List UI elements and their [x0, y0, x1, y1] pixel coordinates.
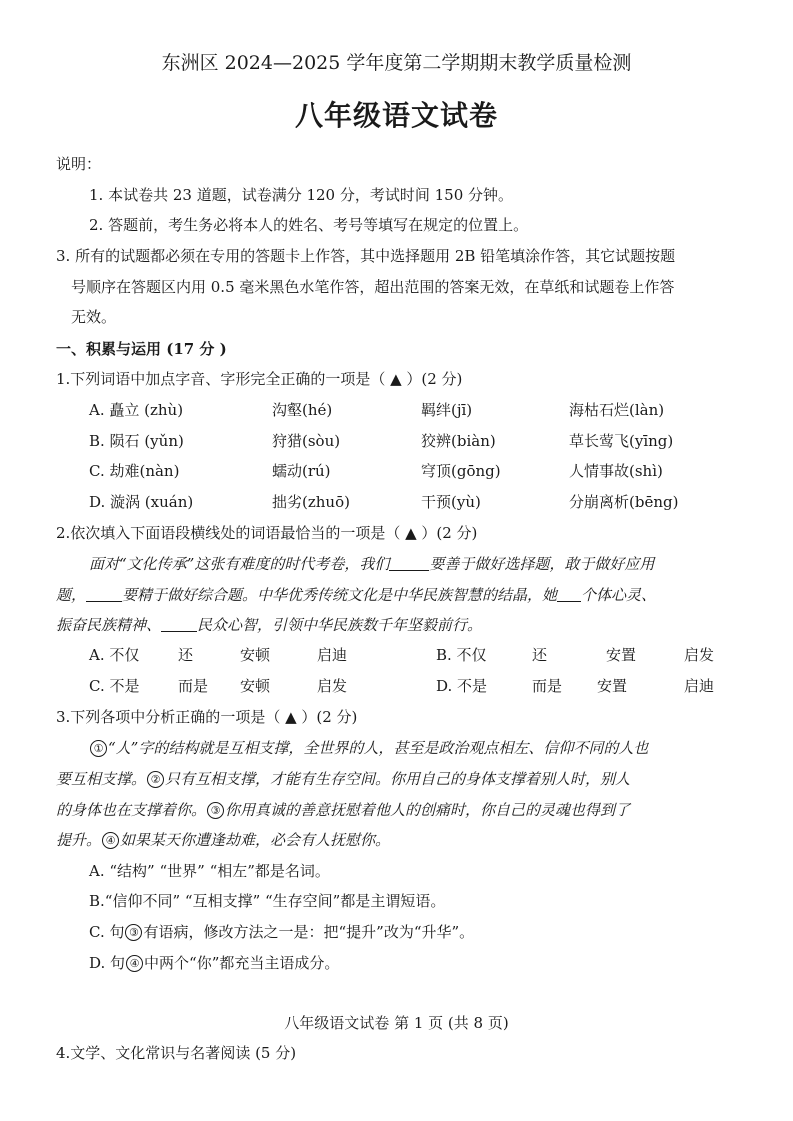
- q2-option-a-2: 还: [178, 646, 194, 664]
- q1-option-a-2: 沟壑(hé): [272, 401, 333, 419]
- q2-blank-4: [161, 617, 197, 632]
- q2-text: 要善于做好选择题，敢于做好应用: [429, 555, 655, 573]
- q2-blank-1: [389, 556, 429, 571]
- q3-text: 要互相支撑。: [56, 770, 147, 788]
- q2-option-a-3: 安顿: [240, 646, 271, 664]
- q3-passage-line-4: [56, 829, 390, 850]
- q2-option-d-4: 启迪: [684, 677, 715, 695]
- q1-option-d-4: 分崩离析(bēng): [569, 493, 679, 511]
- note-3-line-1: 3. 所有的试题都必须在专用的答题卡上作答，其中选择题用 2B 铅笔填涂作答，其它试题按题: [56, 247, 676, 265]
- q1-option-d-1: D. 漩涡 (xuán): [89, 493, 194, 511]
- q3-option-c: [89, 921, 474, 942]
- q2-passage-line-2: [56, 584, 656, 605]
- question-2-stem: 2.依次填入下面语段横线处的词语最恰当的一项是（ ▲ ）(2 分): [56, 524, 478, 542]
- q1-option-b-3: 狡辨(biàn): [421, 432, 496, 450]
- exam-subtitle: 八年级语文试卷: [294, 99, 498, 132]
- q2-blank-3: [557, 587, 581, 602]
- circled-number-1: ①: [90, 740, 107, 757]
- q2-option-c-2: 而是: [178, 677, 209, 695]
- circled-number-4: ④: [126, 955, 143, 972]
- q1-option-c-1: C. 劫难(nàn): [89, 462, 180, 480]
- exam-header-title: 东洲区 2024—2025 学年度第二学期期末教学质量检测: [161, 52, 632, 74]
- circled-number-4: ④: [102, 832, 119, 849]
- q1-option-a-4: 海枯石烂(làn): [569, 401, 665, 419]
- q3-passage-line-2: [56, 768, 630, 789]
- q2-option-b-4: 启发: [684, 646, 715, 664]
- q1-option-a-3: 羁绊(jī): [421, 401, 473, 419]
- q3-option-b: B.“信仰不同” “互相支撑” “生存空间”都是主谓短语。: [89, 892, 446, 910]
- circled-number-2: ②: [147, 771, 164, 788]
- q3-text: 的身体也在支撑着你。: [56, 801, 207, 819]
- q3-text: 你用真诚的善意抚慰着他人的创痛时，你自己的灵魂也得到了: [225, 801, 631, 819]
- q2-blank-2: [86, 587, 122, 602]
- q3-text: “人”字的结构就是互相支撑，全世界的人，甚至是政治观点相左、信仰不同的人也: [108, 739, 649, 757]
- q2-text: 民众心智，引领中华民族数千年坚毅前行。: [197, 616, 483, 634]
- q3-text: 如果某天你遭逢劫难，必会有人抚慰你。: [120, 831, 391, 849]
- q3-option-a: A. “结构” “世界” “相左”都是名词。: [89, 862, 330, 880]
- question-4-stem: 4.文学、文化常识与名著阅读 (5 分): [56, 1044, 297, 1062]
- question-3-stem: 3.下列各项中分析正确的一项是（ ▲ ）(2 分): [56, 708, 358, 726]
- q1-option-b-4: 草长莺飞(yīng): [569, 432, 674, 450]
- q3-option-d-text: 中两个“你”都充当主语成分。: [144, 954, 340, 972]
- q3-text: 提升。: [56, 831, 102, 849]
- note-2: 2. 答题前，考生务必将本人的姓名、考号等填写在规定的位置上。: [89, 216, 529, 234]
- q3-option-d: [89, 952, 339, 973]
- q1-option-d-3: 干预(yù): [421, 493, 481, 511]
- q3-option-d-prefix: D. 句: [89, 954, 126, 972]
- note-1: 1. 本试卷共 23 道题，试卷满分 120 分，考试时间 150 分钟。: [89, 186, 514, 204]
- q2-text: 题，: [56, 586, 87, 604]
- q2-option-d-3: 安置: [597, 677, 628, 695]
- page-footer: 八年级语文试卷 第 1 页 (共 8 页): [284, 1014, 509, 1032]
- q3-passage-line-3: [56, 799, 630, 820]
- q1-option-c-2: 蠕动(rú): [272, 462, 331, 480]
- q2-option-a-4: 启迪: [317, 646, 348, 664]
- circled-number-3: ③: [207, 802, 224, 819]
- q2-option-c-4: 启发: [317, 677, 348, 695]
- question-1-stem: 1.下列词语中加点字音、字形完全正确的一项是（ ▲ ）(2 分): [56, 370, 463, 388]
- q2-text: 振奋民族精神、: [56, 616, 162, 634]
- q2-passage-line-3: [56, 614, 482, 635]
- q2-option-d-1: D. 不是: [436, 677, 488, 695]
- q1-option-a-1: A. 矗立 (zhù): [89, 401, 184, 419]
- circled-number-3: ③: [125, 924, 142, 941]
- q2-text: 面对“文化传承”这张有难度的时代考卷，我们: [89, 555, 390, 573]
- q3-option-c-prefix: C. 句: [89, 923, 125, 941]
- q2-option-c-3: 安顿: [240, 677, 271, 695]
- note-3-line-3: 无效。: [71, 308, 117, 326]
- q3-passage-line-1: [89, 737, 648, 758]
- q2-text: 要精于做好综合题。中华优秀传统文化是中华民族智慧的结晶，她: [122, 586, 558, 604]
- q3-text: 只有互相支撑，才能有生存空间。你用自己的身体支撑着别人时，别人: [165, 770, 631, 788]
- q2-option-b-2: 还: [532, 646, 548, 664]
- section-1-title: 一、积累与运用 (17 分 ): [56, 340, 227, 358]
- q2-option-c-1: C. 不是: [89, 677, 140, 695]
- note-3-line-2: 号顺序在答题区内用 0.5 毫米黑色水笔作答，超出范围的答案无效，在草纸和试题卷上作答: [71, 278, 675, 296]
- q2-option-b-1: B. 不仅: [436, 646, 487, 664]
- notes-label: 说明：: [56, 155, 102, 173]
- q3-option-c-text: 有语病，修改方法之一是：把“提升”改为“升华”。: [143, 923, 475, 941]
- q1-option-c-4: 人情事故(shì): [569, 462, 663, 480]
- q2-option-d-2: 而是: [532, 677, 563, 695]
- q2-option-a-1: A. 不仅: [89, 646, 140, 664]
- q2-text: 个体心灵、: [581, 586, 657, 604]
- q2-option-b-3: 安置: [606, 646, 637, 664]
- q1-option-b-1: B. 陨石 (yǔn): [89, 432, 184, 450]
- q2-passage-line-1: [89, 553, 654, 574]
- q1-option-c-3: 穹顶(gōng): [421, 462, 501, 480]
- q1-option-d-2: 拙劣(zhuō): [272, 493, 350, 511]
- q1-option-b-2: 狩猎(sòu): [272, 432, 341, 450]
